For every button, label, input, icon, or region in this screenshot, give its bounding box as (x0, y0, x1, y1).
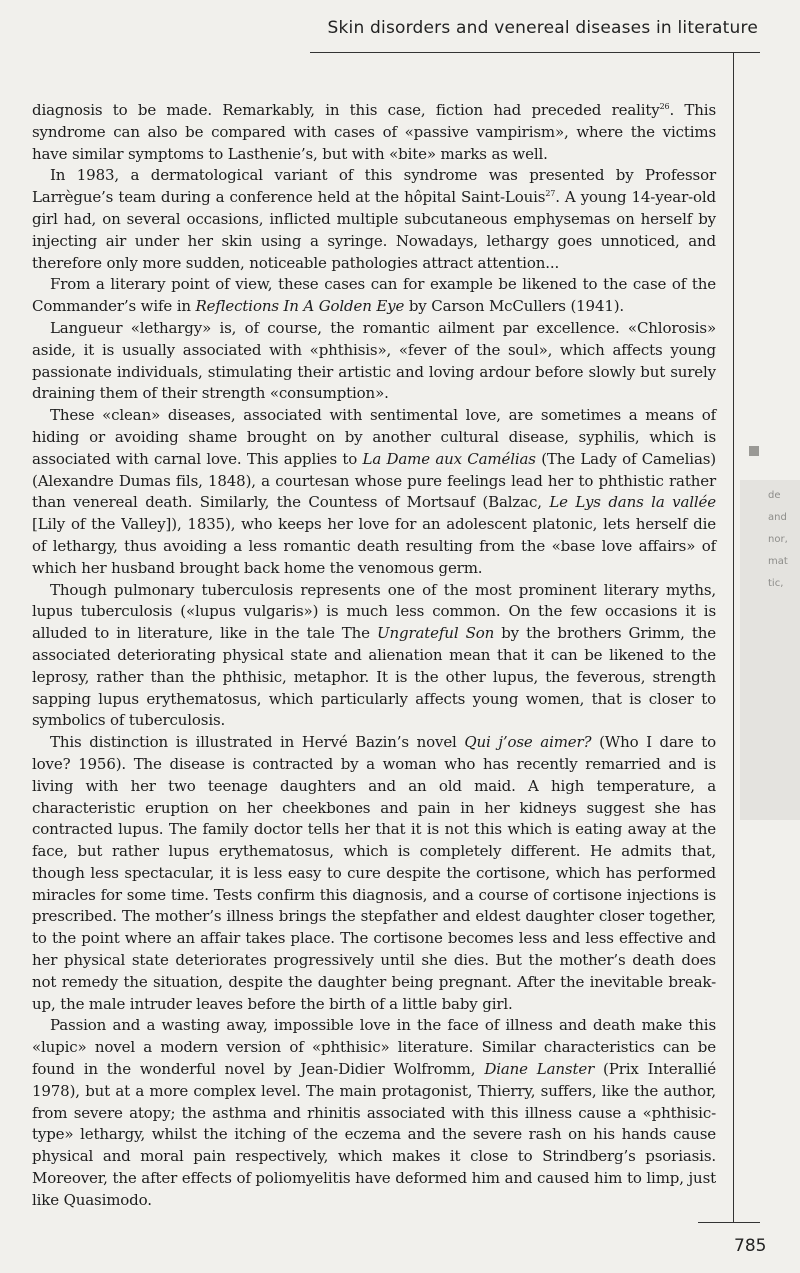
text-run: From a literary point of view, these cases can for example be likened to the case of the Commander’s wife in (32, 275, 716, 316)
bleed-fragment: tic, (768, 578, 784, 589)
text-run: by Carson McCullers (1941). (404, 297, 625, 316)
text-run: . A young 14-year-old girl had, on several occasions, inflicted multiple subcutaneous emphysemas on herself by injecting air under her skin using a syringe. Nowadays, lethargy goes unnoticed, and therefore only more sudden, noticeable pathologies attract attention... (32, 188, 716, 272)
bleed-square-mark (749, 446, 759, 456)
italic-title: La Dame aux Camélias (362, 449, 536, 468)
text-run: In 1983, a dermatological variant of this syndrome was presented by Professor Larrègue’s team during a conference held at the hôpital Saint-Louis (32, 166, 716, 207)
body-text (32, 100, 716, 1212)
paragraph (32, 165, 716, 274)
text-run: Though pulmonary tuberculosis represents one of the most prominent literary myths, lupus tuberculosis («lupus vulgaris») is much less common. On the few occasions it is alluded to in literature, like in the tale The (32, 580, 716, 643)
text-run: (Prix Interallié 1978), but at a more complex level. The main protagonist, Thierry, suffers, like the author, from severe atopy; the asthma and rhinitis associated with this illness cause a «phthisic-type» lethargy, whilst the itching of the eczema and the severe rash on his hands cause physical and moral pain respectively, which makes it close to Strindberg’s psoriasis. Moreover, the after effects of poliomyelitis have deformed him and caused him to limp, just like Quasimodo. (32, 1060, 716, 1209)
paragraph (32, 100, 716, 165)
paragraph (32, 274, 716, 318)
facing-page-bleed-text (768, 485, 788, 595)
bleed-fragment: de (768, 490, 781, 501)
italic-title: Reflections In A Golden Eye (195, 297, 405, 316)
margin-rule (733, 52, 734, 1222)
paragraph (32, 732, 716, 1015)
footnote-ref: 27 (545, 189, 556, 199)
bleed-fragment: nor, (768, 534, 788, 545)
text-run: These «clean» diseases, associated with sentimental love, are sometimes a means of hiding or avoiding shame brought on by another cultural disease, syphilis, which is associated with carnal love. This applies to (32, 406, 716, 468)
text-run: Passion and a wasting away, impossible love in the face of illness and death make this «lupic» novel a modern version of «phthisic» literature. Similar characteristics can be found in the wonderful novel by Jean-Didier Wolfromm, (32, 1016, 716, 1079)
bleed-fragment: and (768, 512, 787, 523)
text-run: . This syndrome can also be compared with cases of «passive vampirism», where the victims have similar symptoms to Lasthenie’s, but with «bite» marks as well. (32, 101, 716, 163)
text-run: by the brothers Grimm, the associated deteriorating physical state and alienation mean that it can be likened to the leprosy, rather than the phthisic, metaphor. It is the other lupus, the feverous, strength sapping lupus erythematosus, which particularly affects young women, that is closer to symbolics of tuberculosis. (32, 624, 716, 730)
text-run: diagnosis to be made. Remarkably, in this case, fiction had preceded reality (32, 101, 660, 119)
paragraph (32, 1015, 716, 1211)
paragraph (32, 580, 716, 733)
text-run: (The Lady of Camelias) (Alexandre Dumas fils, 1848), a courtesan whose pure feelings lead her to phthistic rather than venereal death. Similarly, the Countess of Mortsauf (Balzac, (32, 449, 716, 512)
italic-title: Ungrateful Son (377, 624, 495, 643)
text-run: This distinction is illustrated in Hervé Bazin’s novel (50, 733, 465, 752)
page-number: 785 (734, 1236, 767, 1256)
text-run: [Lily of the Valley]), 1835), who keeps her love for an adolescent platonic, lets herself die of lethargy, thus avoiding a less romantic death resulting from the «base love affairs» of which her husband brought back home the venomous germ. (32, 515, 716, 577)
paragraph (32, 318, 716, 405)
footnote-ref: 26 (659, 102, 670, 111)
text-run: Langueur «lethargy» is, of course, the romantic ailment par excellence. «Chlorosis» aside, it is usually associated with «phthisis», «fever of the soul», which affects young passionate individuals, stimulating their artistic and loving ardour before slowly but surely draining them of their strength «consumption». (32, 318, 716, 403)
running-header: Skin disorders and venereal diseases in literature (327, 18, 758, 38)
header-rule (310, 52, 760, 53)
bleed-fragment: mat (768, 556, 788, 567)
text-run: (Who I dare to love? 1956). The disease is contracted by a woman who has recently remarried and is living with her two teenage daughters and an old maid. A high temperature, a characteristic eruption on her cheekbones and pain in her kidneys suggest she has contracted lupus. The family doctor tells her that it is not this which is eating away at the face, but rather lupus erythematosus, which is completely different. He admits that, though less spectacular, it is less easy to cure despite the cortisone, which has performed miracles for some time. Tests confirm this diagnosis, and a course of cortisone injections is prescribed. The mother’s illness brings the stepfather and eldest daughter closer together, to the point where an affair takes place. The cortisone becomes less and less effective and her physical state deteriorates progressively until she dies. But the mother’s death does not remedy the situation, despite the daughter being pregnant. After the inevitable break-up, the male intruder leaves before the birth of a little baby girl. (32, 733, 716, 1013)
footer-rule (698, 1222, 760, 1223)
italic-title: Le Lys dans la vallée (549, 493, 716, 512)
italic-title: Qui j’ose aimer? (464, 733, 592, 752)
italic-title: Diane Lanster (484, 1060, 595, 1079)
paragraph (32, 405, 716, 579)
